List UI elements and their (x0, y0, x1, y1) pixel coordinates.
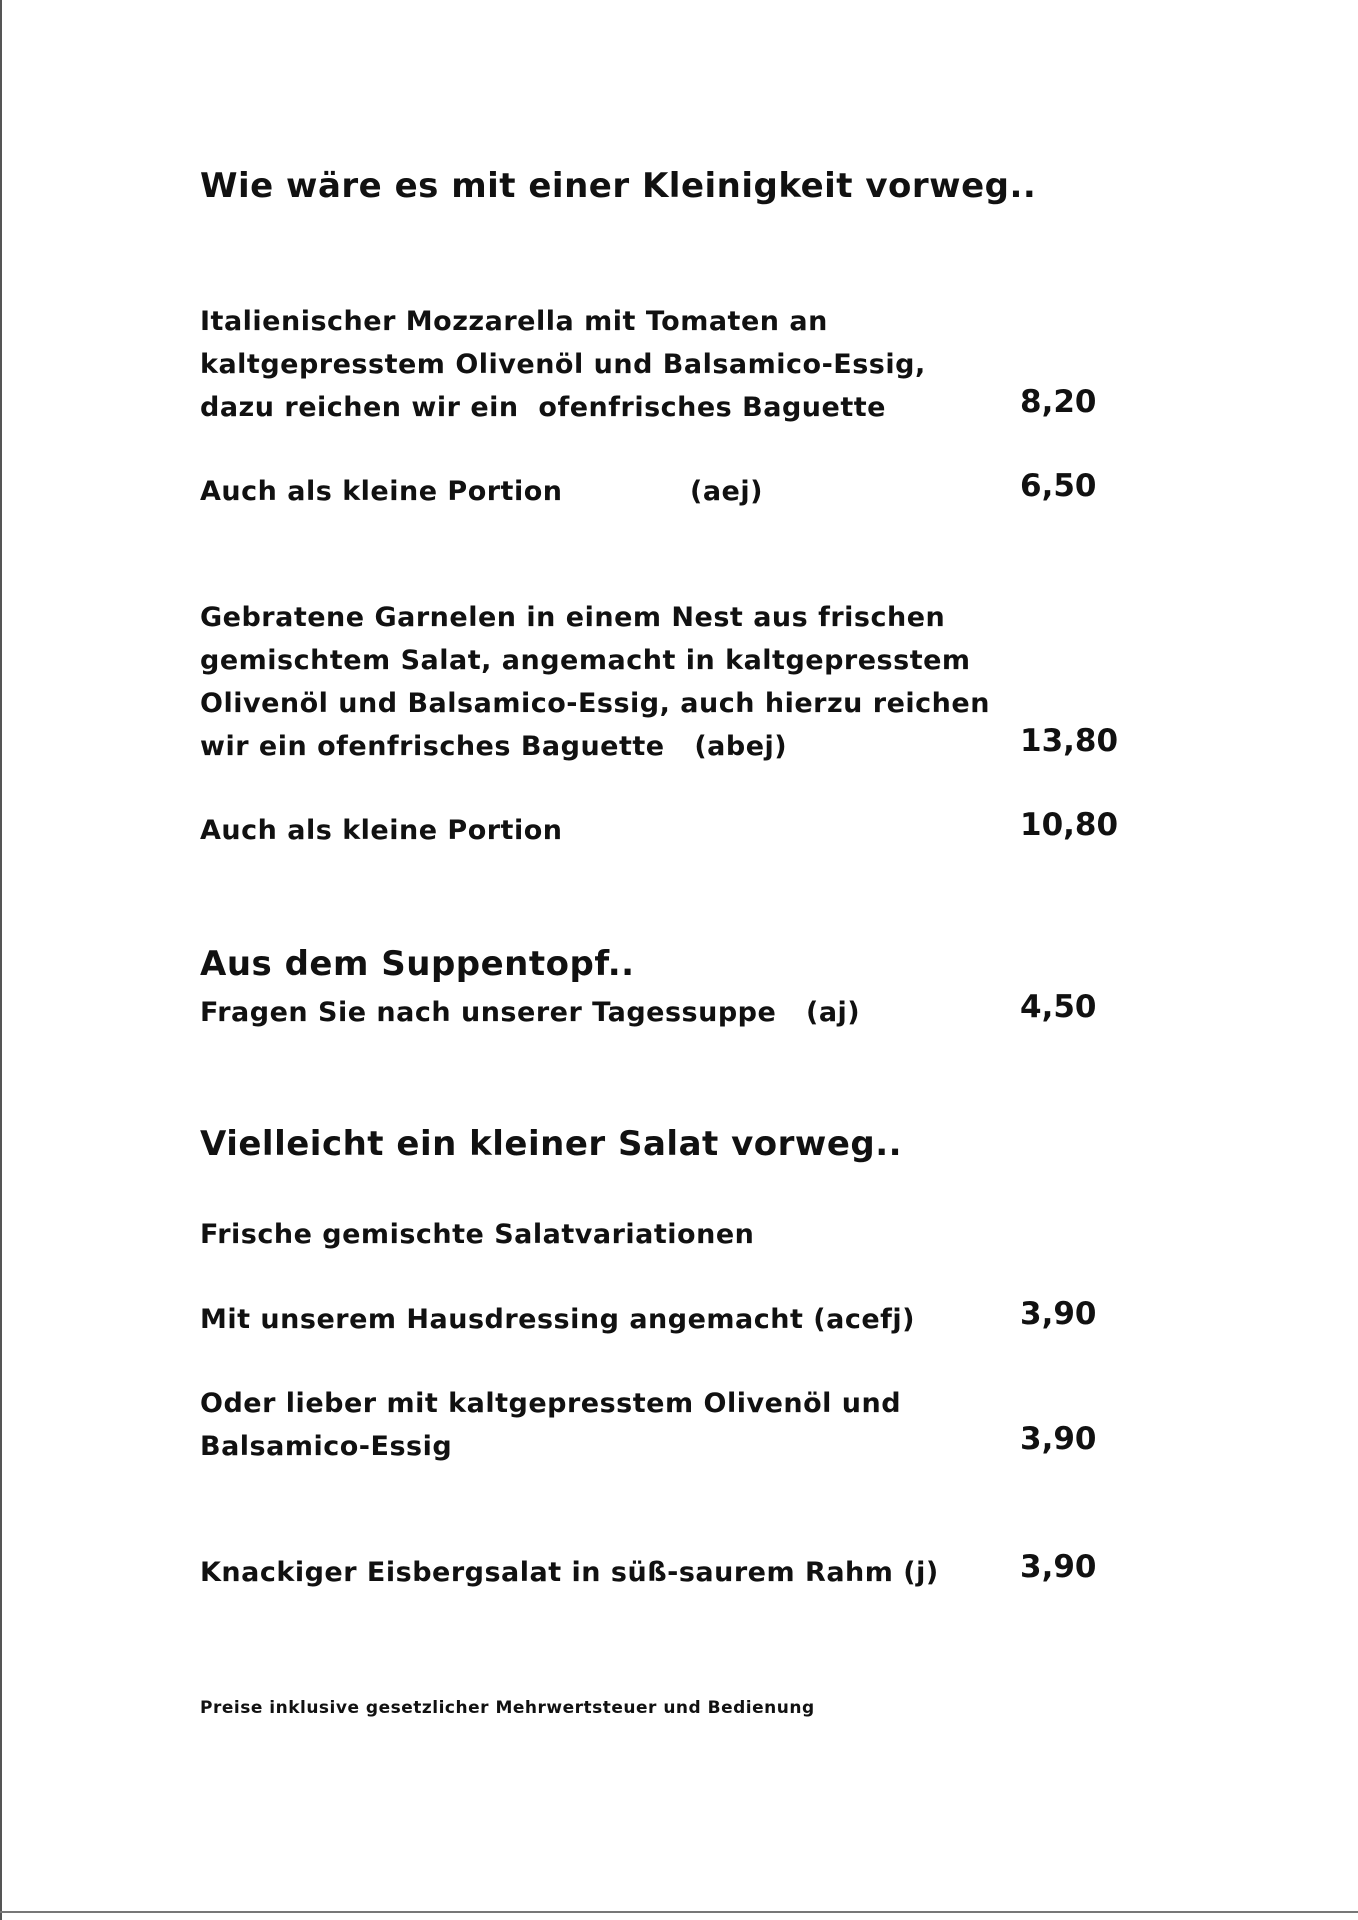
menu-item-tagessuppe-price: 4,50 (1020, 989, 1097, 1025)
menu-item-hausdressing: Mit unserem Hausdressing angemacht (acefj) (200, 1304, 916, 1335)
menu-item-mozzarella-line-3: dazu reichen wir ein ofenfrisches Baguette (200, 392, 886, 423)
menu-item-mozzarella-small-label: Auch als kleine Portion (200, 476, 563, 507)
menu-item-garnelen-line-2: gemischtem Salat, angemacht in kaltgepresstem (200, 645, 971, 676)
menu-item-eisbergsalat-price: 3,90 (1020, 1549, 1097, 1585)
menu-item-olivenoel-price: 3,90 (1020, 1421, 1097, 1457)
menu-item-eisbergsalat: Knackiger Eisbergsalat in süß-saurem Rahm (j) (200, 1557, 939, 1588)
menu-item-garnelen-line-1: Gebratene Garnelen in einem Nest aus frischen (200, 602, 946, 633)
menu-item-olivenoel-line-2: Balsamico-Essig (200, 1431, 453, 1462)
menu-item-olivenoel-line-1: Oder lieber mit kaltgepresstem Olivenöl und (200, 1388, 902, 1419)
scan-edge-left (0, 0, 2, 1920)
menu-item-garnelen-small-label: Auch als kleine Portion (200, 815, 563, 846)
menu-item-mozzarella-small-allergens: (aej) (690, 476, 763, 507)
menu-item-mozzarella-small-price: 6,50 (1020, 468, 1097, 504)
menu-item-mozzarella-line-1: Italienischer Mozzarella mit Tomaten an (200, 306, 828, 337)
menu-item-garnelen-small-price: 10,80 (1020, 807, 1119, 843)
menu-item-garnelen-line-4: wir ein ofenfrisches Baguette (abej) (200, 731, 788, 762)
menu-item-hausdressing-price: 3,90 (1020, 1296, 1097, 1332)
menu-item-garnelen-price: 13,80 (1020, 723, 1119, 759)
scan-edge-bottom (0, 1911, 1358, 1913)
menu-item-garnelen-line-3: Olivenöl und Balsamico-Essig, auch hierzu reichen (200, 688, 990, 719)
menu-item-tagessuppe: Fragen Sie nach unserer Tagessuppe (aj) (200, 997, 861, 1028)
menu-item-mozzarella-price: 8,20 (1020, 384, 1097, 420)
section-heading-starters: Wie wäre es mit einer Kleinigkeit vorweg.. (200, 166, 1037, 206)
menu-item-mozzarella-line-2: kaltgepresstem Olivenöl und Balsamico-Essig, (200, 349, 926, 380)
section-heading-salads: Vielleicht ein kleiner Salat vorweg.. (200, 1124, 903, 1164)
footnote-prices: Preise inklusive gesetzlicher Mehrwertsteuer und Bedienung (200, 1698, 815, 1718)
section-heading-soup: Aus dem Suppentopf.. (200, 944, 635, 984)
section-subheading-salads: Frische gemischte Salatvariationen (200, 1219, 755, 1250)
